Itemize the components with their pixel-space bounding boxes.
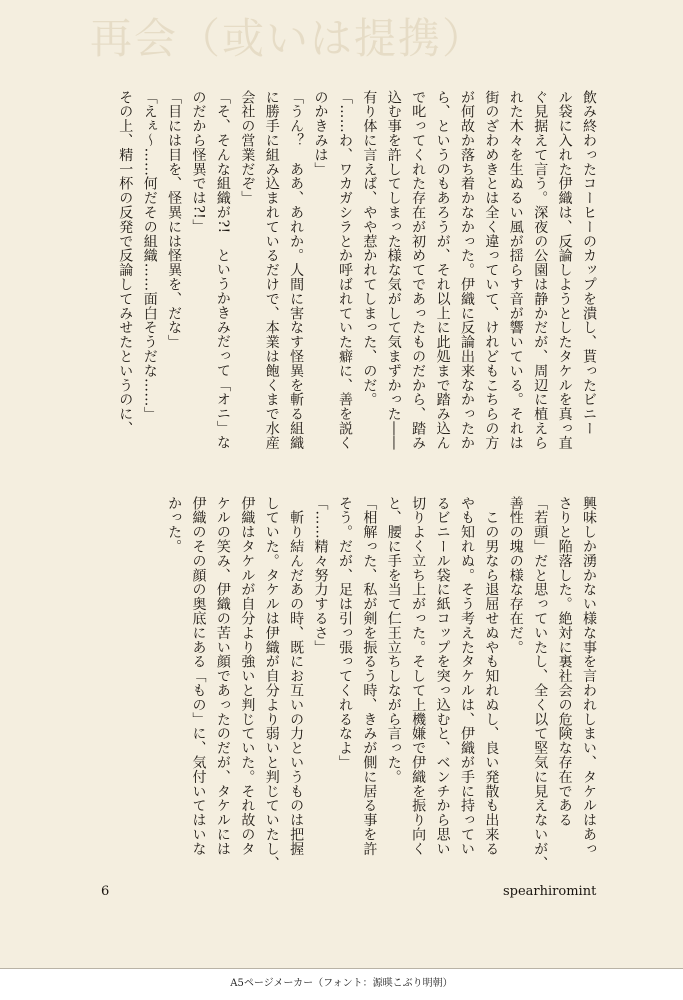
text-line: さりと陥落した。絶対に裏社会の危険な存在である (556, 496, 573, 828)
text-line: 斬り結んだあの時、既にお互いの力というものは把握 (288, 496, 305, 856)
text-line: で叱ってくれた存在が初めてであったものだから、踏み (410, 90, 427, 450)
text-line: が何故か落ち着かなかった。伊織に反論出来なかったか (458, 90, 475, 450)
text-line: 「そ、そんな組織が?! というかきみだって「オニ」な (214, 90, 231, 450)
text-line: 「目には目を、怪異には怪異を、だな」 (166, 90, 183, 350)
text-line: やも知れぬ。そう考えたタケルは、伊織が手に持ってい (458, 496, 475, 856)
text-line: 伊織はタケルが自分より強いと判じていた。それ故のタ (239, 496, 256, 856)
text-line: 興味しか湧かない様な事を言われしまい、タケルはあっ (581, 496, 597, 856)
text-line: していた。タケルは伊織が自分より弱いと判じていたし、 (263, 496, 280, 871)
page-number: 6 (101, 884, 110, 899)
text-line: のかきみは」 (312, 90, 329, 177)
text-line: 「うん？ ああ、あれか。人間に害なす怪異を斬る組織 (288, 90, 305, 450)
text-line: その上、精一杯の反発で反論してみせたというのに、 (117, 90, 134, 436)
text-line: 「……精々努力するさ」 (312, 496, 329, 655)
footer-credit: A5ページメーカー（フォント：源暎こぶり明朝） (230, 978, 453, 989)
text-line: ケルの笑み、伊織の苦い顔であったのだが、タケルには (214, 496, 231, 856)
text-line: 「……わ、ワカガシラとか呼ばれていた癖に、善を説く (336, 90, 353, 450)
text-line: この男なら退屈せぬやも知れぬし、良い発散も出来る (483, 496, 500, 856)
text-line: と、腰に手を当て仁王立ちしながら言った。 (385, 496, 402, 784)
text-line: 込む事を許してしまった様な気がして気まずかった―― (385, 90, 402, 450)
body-text-lower (166, 496, 601, 871)
text-line: ル袋に入れた伊織は、反論しようとしたタケルを真っ直 (556, 90, 573, 450)
watermark-title: 再会（或いは提携） (90, 14, 487, 63)
footer-divider (0, 968, 683, 969)
text-line: のだから怪異では?!」 (190, 90, 207, 234)
text-line: るビニール袋に紙コップを突っ込むと、ベンチから思い (434, 496, 451, 856)
text-line: れた木々を生ぬるい風が揺らす音が響いている。それは (507, 90, 524, 450)
text-line: ぐ見据えて言う。深夜の公園は静かだが、周辺に植えら (532, 90, 549, 450)
text-line: 切りよく立ち上がった。そして上機嫌で伊織を振り向く (410, 496, 427, 856)
text-line: かった。 (166, 496, 183, 554)
body-text-upper (1, 90, 601, 480)
text-line: そう。だが、足は引っ張ってくれるなよ」 (336, 496, 353, 770)
text-line: 有り体に言えば、やや惹かれてしまった、のだ。 (361, 90, 378, 407)
text-line: 「若頭」だと思っていたし、全く以て堅気に見えないが、 (532, 496, 549, 871)
text-line: 伊織のその顔の奥底にある「もの」に、気付いてはいな (190, 496, 207, 856)
text-line: 飲み終わったコーヒーのカップを潰し、貰ったビニー (581, 90, 597, 436)
text-line: 「えぇ～……何だその組織……面白そうだな……」 (141, 90, 158, 422)
text-line: に勝手に組み込まれているだけで、本業は飽くまで水産 (263, 90, 280, 450)
text-line: ら、というのもあろうが、それ以上に此処まで踏み込ん (434, 90, 451, 450)
text-line: 「相解った、私が剣を振るう時、きみが側に居る事を許 (361, 496, 378, 856)
text-line: 街のざわめきとは全く違っていて、けれどもこちらの方 (483, 90, 500, 450)
text-line: 会社の営業だぞ」 (239, 90, 256, 206)
text-line: 善性の塊の様な存在だ。 (507, 496, 524, 655)
author-name: spearhiromint (503, 884, 597, 899)
